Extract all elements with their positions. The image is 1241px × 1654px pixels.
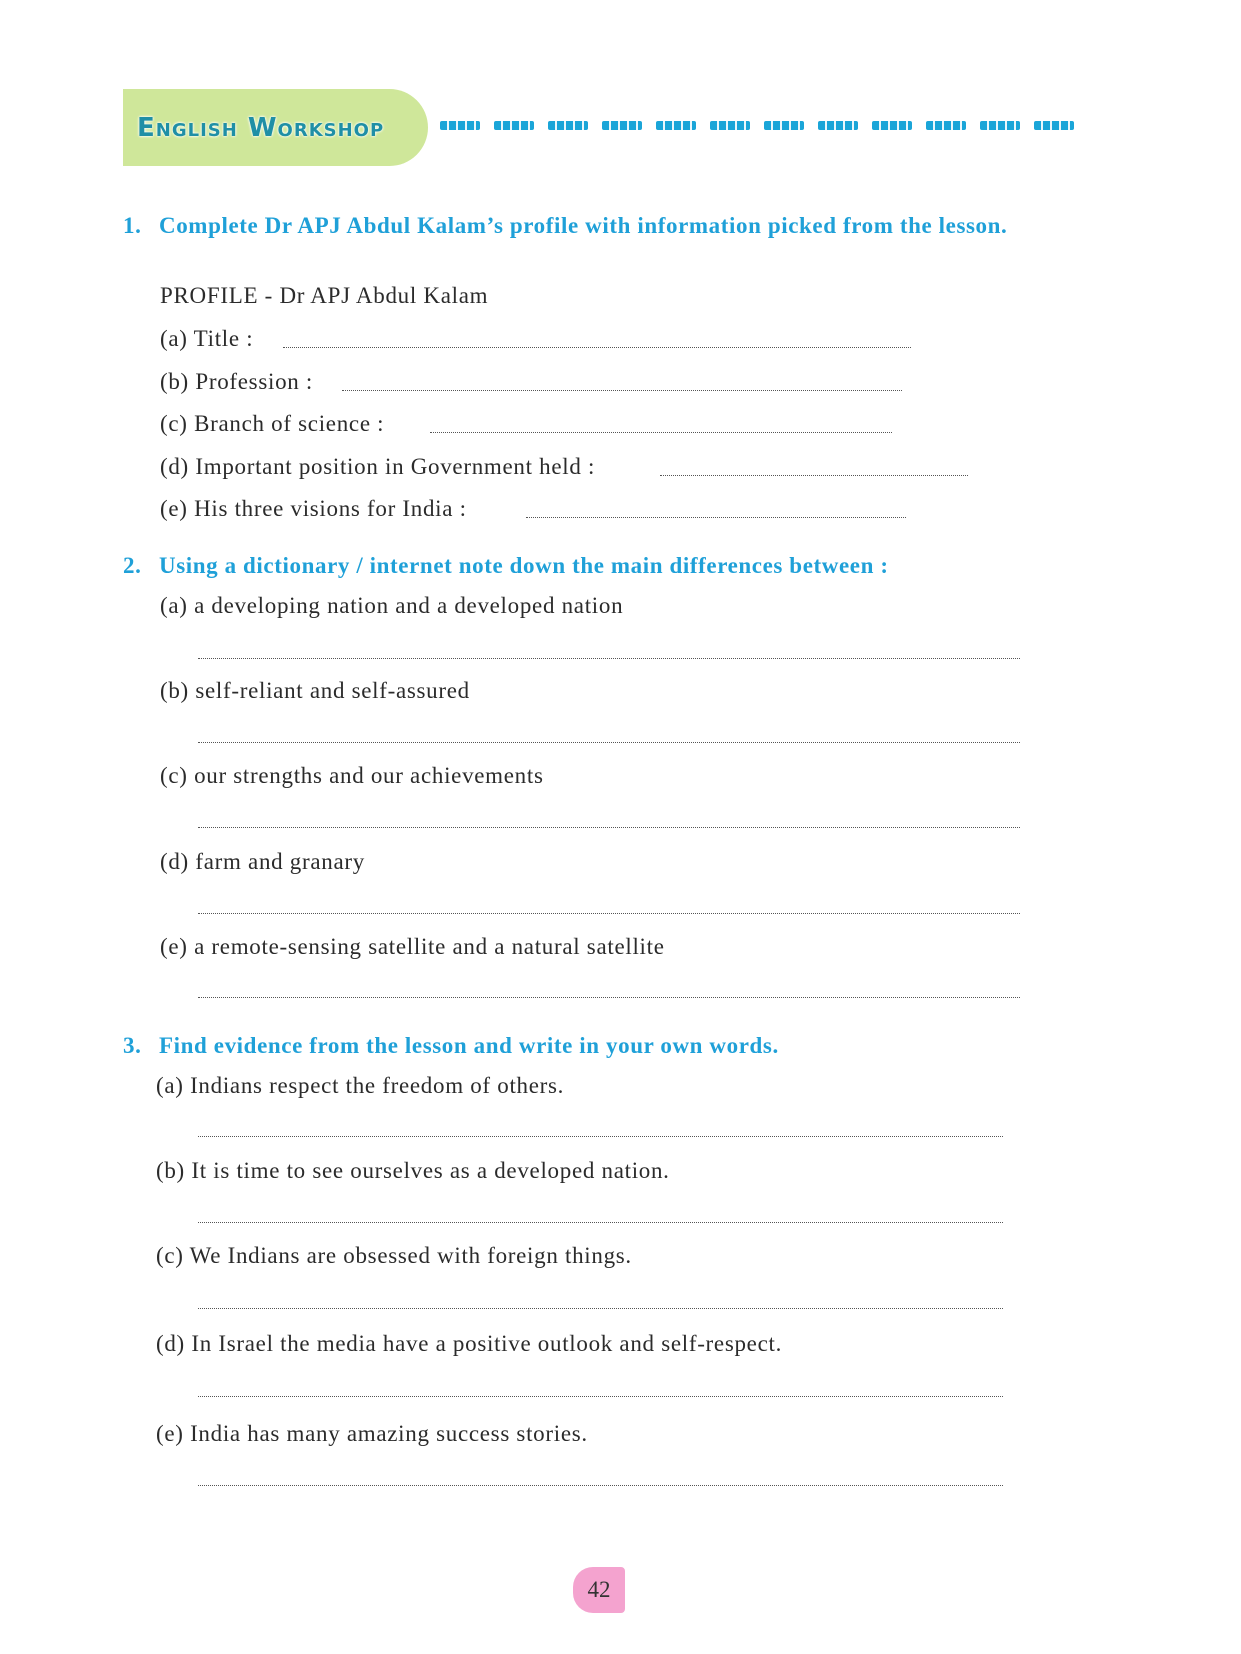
section-title: English Workshop xyxy=(137,112,385,143)
answer-line[interactable] xyxy=(660,475,968,476)
q3-item-e: (e) India has many amazing success stories. xyxy=(156,1421,588,1446)
profile-item-profession: (b) Profession : xyxy=(160,369,314,394)
answer-line[interactable] xyxy=(198,658,1020,659)
question-number: 1. xyxy=(123,213,142,238)
decorative-dash-line xyxy=(440,121,1080,131)
question-2 xyxy=(123,550,1083,581)
answer-line[interactable] xyxy=(283,347,911,348)
answer-line[interactable] xyxy=(430,432,892,433)
question-text: Using a dictionary / internet note down the main differences between : xyxy=(159,553,889,578)
question-1 xyxy=(123,210,1083,241)
profile-item-position: (d) Important position in Government held : xyxy=(160,454,596,479)
answer-line[interactable] xyxy=(198,827,1020,828)
profile-heading: PROFILE - Dr APJ Abdul Kalam xyxy=(160,283,489,308)
answer-line[interactable] xyxy=(198,1308,1003,1309)
question-text: Complete Dr APJ Abdul Kalam’s profile with information picked from the lesson. xyxy=(159,213,1008,238)
q3-item-c: (c) We Indians are obsessed with foreign things. xyxy=(156,1243,632,1268)
answer-line[interactable] xyxy=(198,1222,1003,1223)
question-text: Find evidence from the lesson and write in your own words. xyxy=(159,1033,779,1058)
profile-item-branch: (c) Branch of science : xyxy=(160,411,385,436)
q3-item-d: (d) In Israel the media have a positive outlook and self-respect. xyxy=(156,1331,783,1356)
section-banner xyxy=(123,89,428,166)
answer-line[interactable] xyxy=(342,390,902,391)
question-3 xyxy=(123,1030,1083,1061)
q2-item-b: (b) self-reliant and self-assured xyxy=(160,678,470,703)
answer-line[interactable] xyxy=(198,1485,1003,1486)
answer-line[interactable] xyxy=(198,742,1020,743)
q2-item-e: (e) a remote-sensing satellite and a natural satellite xyxy=(160,934,665,959)
q2-item-d: (d) farm and granary xyxy=(160,849,365,874)
answer-line[interactable] xyxy=(198,1136,1003,1137)
answer-line[interactable] xyxy=(198,997,1020,998)
question-number: 3. xyxy=(123,1033,142,1058)
page-number: 42 xyxy=(573,1567,625,1613)
q2-item-c: (c) our strengths and our achievements xyxy=(160,763,544,788)
profile-item-visions: (e) His three visions for India : xyxy=(160,496,467,521)
answer-line[interactable] xyxy=(198,913,1020,914)
profile-item-title: (a) Title : xyxy=(160,326,254,351)
answer-line[interactable] xyxy=(198,1396,1003,1397)
answer-line[interactable] xyxy=(526,517,906,518)
question-number: 2. xyxy=(123,553,142,578)
q2-item-a: (a) a developing nation and a developed nation xyxy=(160,593,624,618)
q3-item-a: (a) Indians respect the freedom of others. xyxy=(156,1073,565,1098)
q3-item-b: (b) It is time to see ourselves as a developed nation. xyxy=(156,1158,670,1183)
